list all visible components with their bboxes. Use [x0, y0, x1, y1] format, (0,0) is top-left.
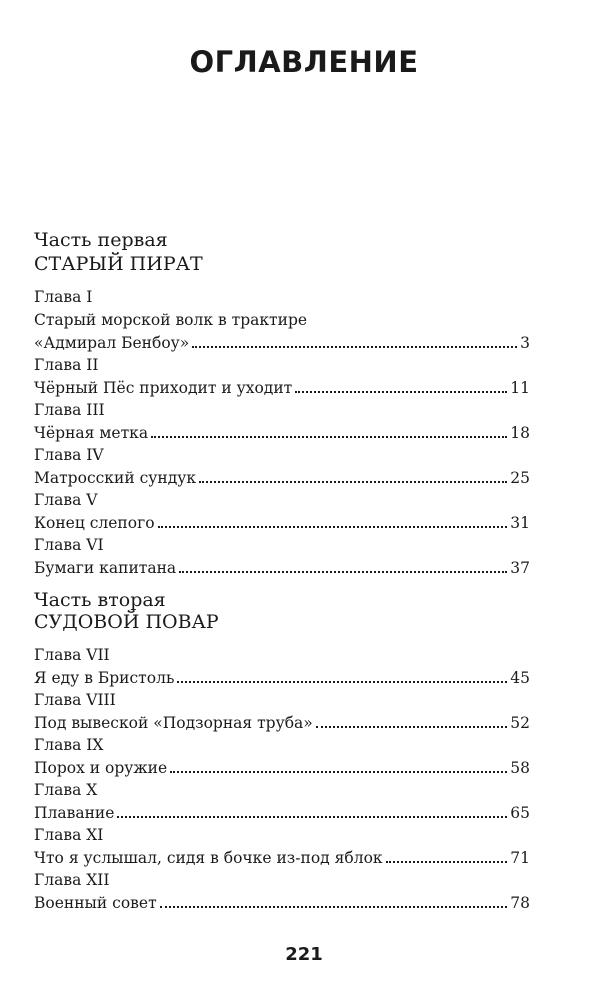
chapter-number: Глава X: [34, 781, 98, 799]
chapter-number: Глава V: [34, 491, 98, 509]
dot-leader: [158, 526, 508, 528]
chapter-number: Глава XII: [34, 871, 110, 889]
toc-entry: [34, 714, 530, 732]
chapter-title: Старый морской волк в трактире: [34, 311, 308, 329]
chapter-page: 25: [510, 469, 530, 487]
chapter-number: Глава IX: [34, 736, 104, 754]
toc-entry: [34, 424, 530, 442]
toc-entry: [34, 469, 530, 487]
toc-entry: [34, 849, 530, 867]
toc-entry: [34, 514, 530, 532]
page-number: 221: [285, 944, 323, 965]
toc-entry: [34, 804, 530, 822]
toc-entry: [34, 379, 530, 397]
chapter-page: 65: [510, 804, 530, 822]
dot-leader: [117, 816, 507, 818]
chapter-page: 58: [510, 759, 530, 777]
chapter-page: 52: [510, 714, 530, 732]
chapter-title: Чёрная метка: [34, 424, 149, 442]
dot-leader: [179, 571, 507, 573]
dot-leader: [177, 681, 507, 683]
chapter-page: 18: [510, 424, 530, 442]
chapter-title: Порох и оружие: [34, 759, 168, 777]
chapter-page: 3: [520, 334, 530, 352]
chapter-page: 45: [510, 669, 530, 687]
chapter-title: Что я услышал, сидя в бочке из-под яблок: [34, 849, 383, 867]
chapter-title-line: [34, 311, 307, 329]
dot-leader: [170, 771, 507, 773]
chapter-title: Плавание: [34, 804, 115, 822]
chapter-number: Глава II: [34, 356, 99, 374]
toc-entry: [34, 759, 530, 777]
chapter-number: Глава I: [34, 288, 93, 306]
dot-leader: [316, 726, 507, 728]
dot-leader: [151, 436, 507, 438]
chapter-title: Бумаги капитана: [34, 559, 177, 577]
chapter-title: Военный совет: [34, 894, 157, 912]
chapter-title: «Адмирал Бенбоу»: [34, 334, 190, 352]
chapter-page: 71: [510, 849, 530, 867]
dot-leader: [199, 481, 507, 483]
chapter-page: 31: [510, 514, 530, 532]
part-label: Часть вторая: [34, 589, 166, 611]
toc-entry: [34, 559, 530, 577]
chapter-page: 11: [510, 379, 530, 397]
dot-leader: [386, 861, 508, 863]
dot-leader: [192, 346, 517, 348]
dot-leader: [295, 391, 507, 393]
part-label: Часть первая: [34, 229, 168, 251]
chapter-number: Глава XI: [34, 826, 104, 844]
toc-entry: [34, 669, 530, 687]
chapter-number: Глава IV: [34, 446, 104, 464]
toc-entry: [34, 894, 530, 912]
chapter-title: Матросский сундук: [34, 469, 197, 487]
chapter-number: Глава VI: [34, 536, 104, 554]
toc-entry: [34, 334, 530, 352]
chapter-title: Под вывеской «Подзорная труба»: [34, 714, 313, 732]
chapter-number: Глава VIII: [34, 691, 116, 709]
chapter-number: Глава VII: [34, 646, 110, 664]
page-title: ОГЛАВЛЕНИЕ: [189, 45, 419, 79]
chapter-number: Глава III: [34, 401, 105, 419]
part-name: СТАРЫЙ ПИРАТ: [34, 253, 203, 275]
part-name: СУДОВОЙ ПОВАР: [34, 611, 219, 633]
chapter-page: 37: [510, 559, 530, 577]
chapter-title: Я еду в Бристоль: [34, 669, 175, 687]
dot-leader: [160, 906, 508, 908]
chapter-page: 78: [510, 894, 530, 912]
chapter-title: Чёрный Пёс приходит и уходит: [34, 379, 293, 397]
chapter-title: Конец слепого: [34, 514, 155, 532]
